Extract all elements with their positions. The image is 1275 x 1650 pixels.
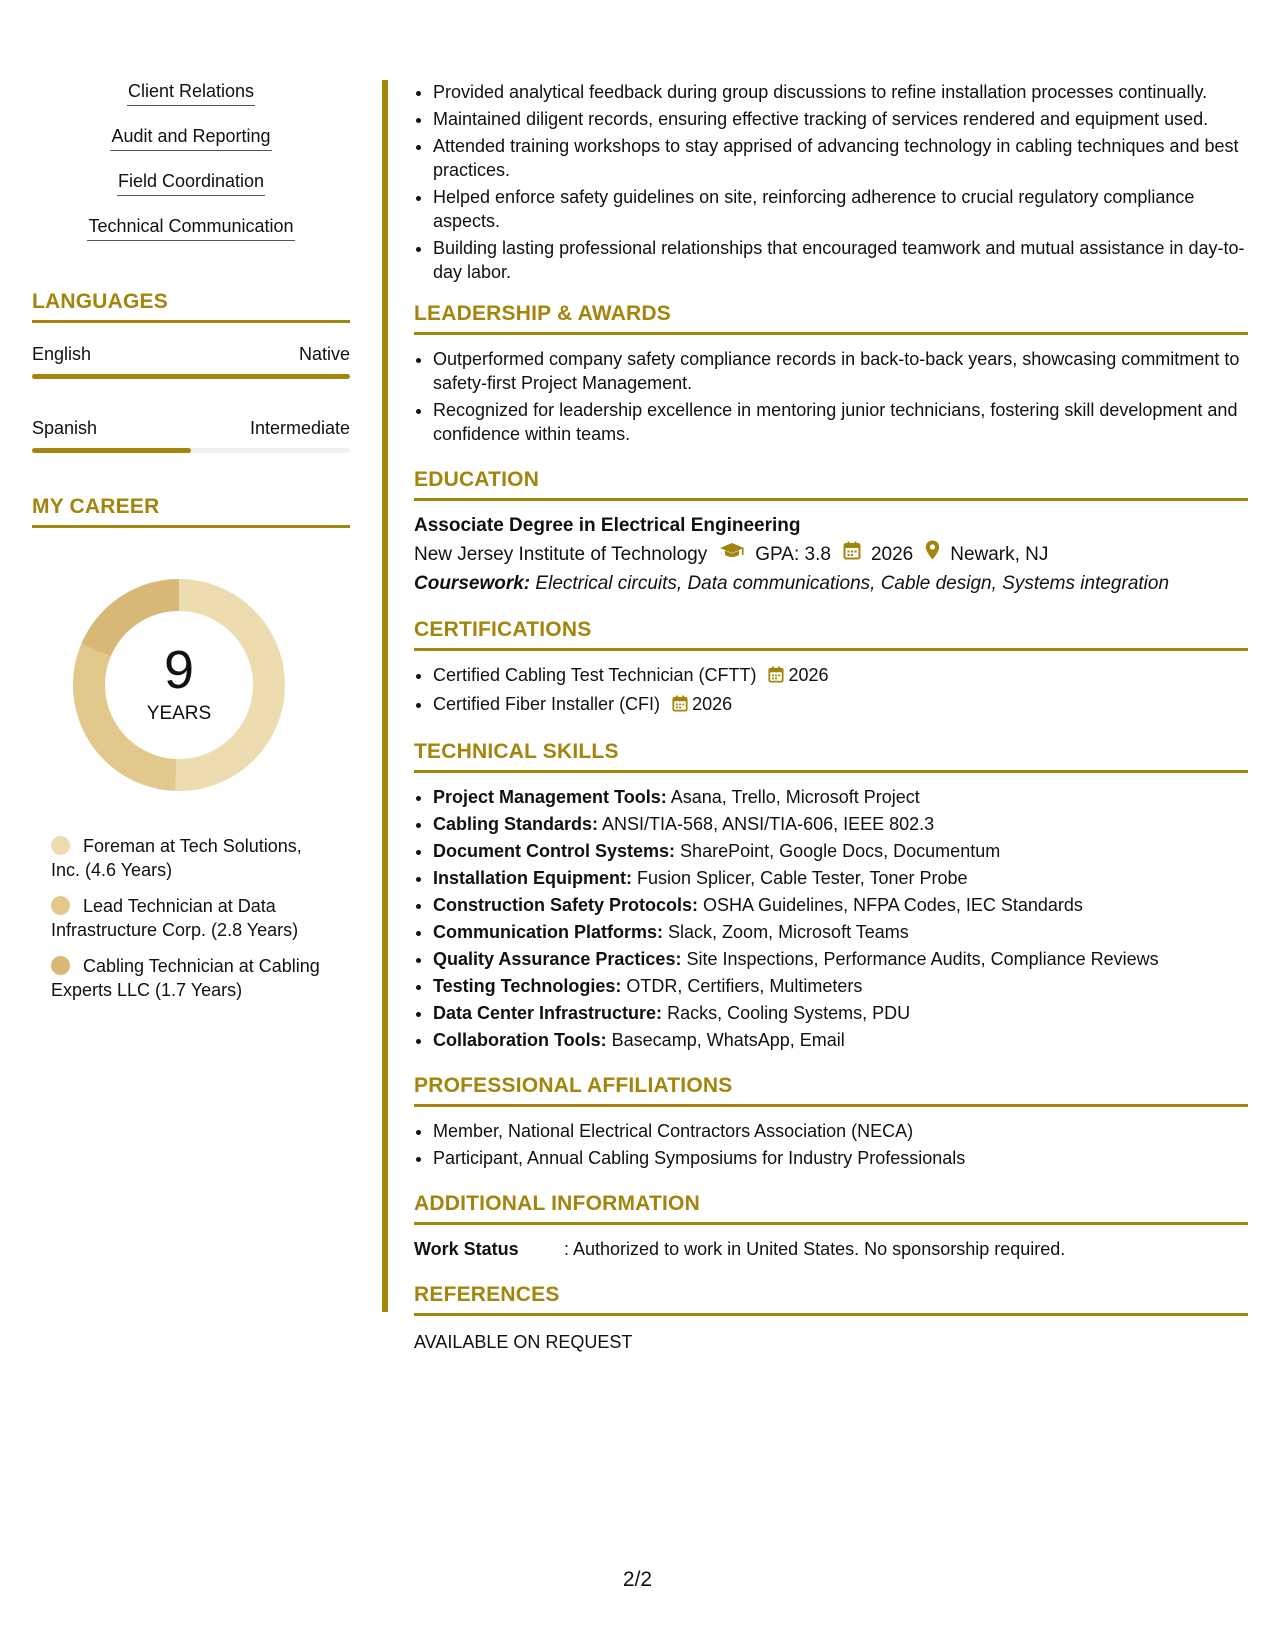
legend-dot	[51, 836, 70, 855]
career-legend-item	[51, 954, 331, 1002]
technical-skill-item	[433, 785, 1248, 809]
language-proficiency-fill	[32, 448, 191, 453]
career-total-years: 9	[163, 640, 195, 700]
skill-values: OTDR, Certifiers, Multimeters	[621, 976, 863, 996]
skill-category: Construction Safety Protocols:	[433, 895, 699, 915]
left-column	[32, 80, 350, 1014]
technical-skills-list	[414, 785, 1248, 1052]
language-item	[32, 343, 350, 379]
donut-center	[66, 572, 292, 798]
leadership-heading: LEADERSHIP & AWARDS	[414, 302, 1248, 335]
coursework-label: Coursework:	[414, 573, 531, 594]
legend-dot	[51, 956, 70, 975]
skill-values: Asana, Trello, Microsoft Project	[666, 787, 920, 807]
technical-skill-item	[433, 974, 1248, 998]
education-entry	[414, 513, 1248, 598]
skill-tag: Client Relations	[127, 80, 255, 106]
education-location: Newark, NJ	[950, 544, 1049, 565]
certification-name: Certified Cabling Test Technician (CFTT)	[433, 665, 757, 685]
career-legend-label: Cabling Technician at Cabling Experts LLC (1.7 Years)	[51, 956, 320, 1000]
career-donut-chart	[66, 572, 292, 798]
language-proficiency-fill	[32, 374, 350, 379]
certification-year: 2026	[788, 665, 829, 685]
skill-values: Site Inspections, Performance Audits, Compliance Reviews	[681, 949, 1159, 969]
technical-skill-item	[433, 1028, 1248, 1052]
education-school: New Jersey Institute of Technology	[414, 544, 708, 565]
skill-category: Document Control Systems:	[433, 841, 676, 861]
skill-tag: Technical Communication	[87, 215, 294, 241]
skill-values: ANSI/TIA-568, ANSI/TIA-606, IEEE 802.3	[598, 814, 935, 834]
coursework-text: Electrical circuits, Data communications, Cable design, Systems integration	[530, 573, 1170, 594]
skill-values: Slack, Zoom, Microsoft Teams	[663, 922, 909, 942]
additional-info-heading: ADDITIONAL INFORMATION	[414, 1192, 1248, 1225]
experience-bullet: • Helped enforce safety guidelines on site, reinforcing adherence to crucial regulatory compliance aspects.	[433, 185, 1248, 233]
skill-values: SharePoint, Google Docs, Documentum	[675, 841, 1001, 861]
affiliation-item: • Participant, Annual Cabling Symposiums for Industry Professionals	[433, 1146, 1248, 1170]
technical-skill-item	[433, 866, 1248, 890]
career-legend-label: Lead Technician at Data Infrastructure Corp. (2.8 Years)	[51, 896, 299, 940]
career-legend-item	[51, 894, 331, 942]
skill-tag: Field Coordination	[117, 170, 265, 196]
languages-list	[32, 343, 350, 453]
references-text: AVAILABLE ON REQUEST	[414, 1332, 633, 1352]
skill-category: Cabling Standards:	[433, 814, 599, 834]
skill-values: Basecamp, WhatsApp, Email	[606, 1030, 845, 1050]
legend-dot	[51, 896, 70, 915]
skill-values: Fusion Splicer, Cable Tester, Toner Probe	[632, 868, 968, 888]
certifications-heading: CERTIFICATIONS	[414, 618, 1248, 651]
language-name: English	[32, 344, 92, 364]
technical-skill-item	[433, 1001, 1248, 1025]
skill-category: Testing Technologies:	[433, 976, 622, 996]
language-level: Native	[298, 344, 350, 364]
technical-skill-item	[433, 839, 1248, 863]
education-degree: Associate Degree in Electrical Engineering	[414, 515, 801, 536]
language-name: Spanish	[32, 418, 98, 438]
skill-values: OSHA Guidelines, NFPA Codes, IEC Standards	[698, 895, 1083, 915]
language-item	[32, 417, 350, 453]
skill-category: Communication Platforms:	[433, 922, 664, 942]
skill-values: Racks, Cooling Systems, PDU	[662, 1003, 911, 1023]
graduation-cap-icon	[719, 539, 745, 570]
technical-skills-heading: TECHNICAL SKILLS	[414, 740, 1248, 773]
work-status-value: : Authorized to work in United States. No sponsorship required.	[564, 1239, 1066, 1259]
leadership-item: • Recognized for leadership excellence in mentoring junior technicians, fostering skill development and confidence within teams.	[433, 398, 1248, 446]
career-years-unit: YEARS	[146, 703, 212, 724]
certifications-list	[414, 663, 1248, 718]
language-proficiency-bar	[32, 448, 350, 453]
career-legend-label: Foreman at Tech Solutions, Inc. (4.6 Years)	[51, 836, 302, 880]
language-proficiency-bar	[32, 374, 350, 379]
work-status-row	[414, 1237, 1248, 1261]
work-status-label: Work Status	[414, 1239, 519, 1259]
education-coursework	[414, 570, 1248, 598]
technical-skill-item	[433, 920, 1248, 944]
references-heading: REFERENCES	[414, 1283, 1248, 1316]
calendar-icon	[843, 539, 861, 570]
skill-category: Installation Equipment:	[433, 868, 633, 888]
certification-item	[433, 692, 1248, 718]
skill-tag: Audit and Reporting	[110, 125, 271, 151]
experience-bullet: • Provided analytical feedback during group discussions to refine installation processes continually.	[433, 80, 1248, 104]
leadership-list	[414, 347, 1248, 446]
certification-year: 2026	[692, 694, 733, 714]
experience-bullet: • Attended training workshops to stay apprised of advancing technology in cabling techniques and best practices.	[433, 134, 1248, 182]
skill-category: Quality Assurance Practices:	[433, 949, 682, 969]
languages-heading: LANGUAGES	[32, 290, 350, 323]
technical-skill-item	[433, 947, 1248, 971]
education-year: 2026	[870, 544, 914, 565]
career-legend-item	[51, 834, 331, 882]
affiliations-heading: PROFESSIONAL AFFILIATIONS	[414, 1074, 1248, 1107]
skill-category: Project Management Tools:	[433, 787, 667, 807]
skill-category: Data Center Infrastructure:	[433, 1003, 663, 1023]
calendar-icon	[768, 665, 784, 689]
career-heading: MY CAREER	[32, 495, 350, 528]
experience-bullets	[414, 80, 1248, 284]
certification-item	[433, 663, 1248, 689]
leadership-item: • Outperformed company safety compliance records in back-to-back years, showcasing commitment to safety-first Project Management.	[433, 347, 1248, 395]
language-level: Intermediate	[249, 418, 350, 438]
technical-skill-item	[433, 893, 1248, 917]
experience-bullet: • Maintained diligent records, ensuring effective tracking of services rendered and equipment used.	[433, 107, 1248, 131]
experience-bullet: • Building lasting professional relationships that encouraged teamwork and mutual assistance in day-to-day labor.	[433, 236, 1248, 284]
skill-category: Collaboration Tools:	[433, 1030, 607, 1050]
calendar-icon	[672, 694, 688, 718]
education-details	[414, 539, 1248, 570]
page-number: 2/2	[622, 1568, 653, 1591]
column-divider	[382, 80, 388, 1312]
map-pin-icon	[925, 539, 940, 570]
skills-list	[32, 80, 350, 260]
education-heading: EDUCATION	[414, 468, 1248, 501]
technical-skill-item	[433, 812, 1248, 836]
certification-name: Certified Fiber Installer (CFI)	[433, 694, 661, 714]
affiliation-item: • Member, National Electrical Contractors Association (NECA)	[433, 1119, 1248, 1143]
education-gpa: GPA: 3.8	[755, 544, 831, 565]
right-column	[414, 80, 1248, 1354]
affiliations-list	[414, 1119, 1248, 1170]
career-legend	[51, 834, 331, 1002]
